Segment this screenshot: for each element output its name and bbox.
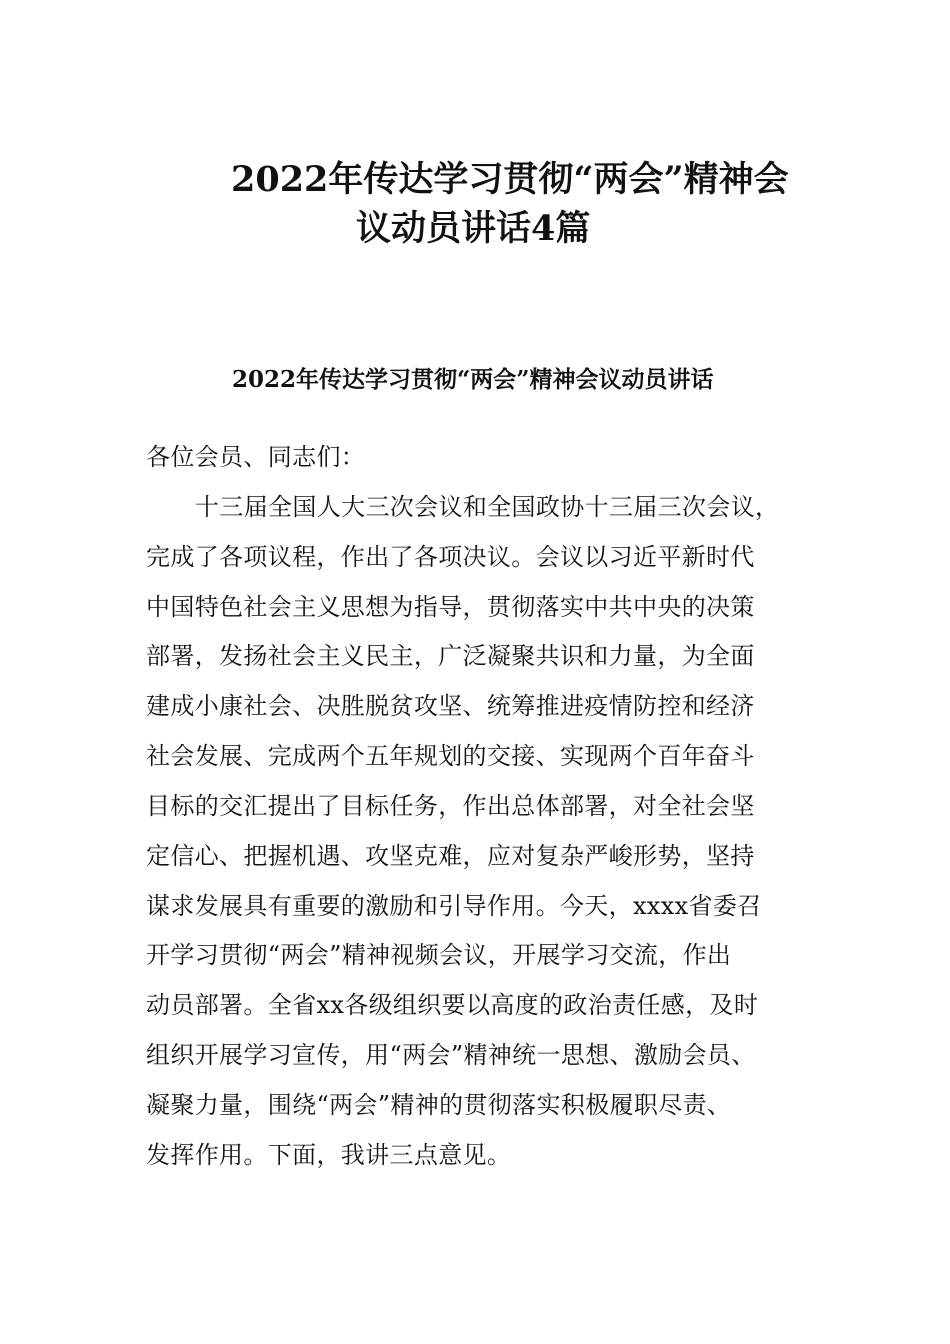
- body-line-8: 定信心、把握机遇、攻坚克难，应对复杂严峻形势，坚持: [146, 842, 755, 870]
- body-line-4: 部署，发扬社会主义民主，广泛凝聚共识和力量，为全面: [146, 642, 755, 670]
- body-line-6: 社会发展、完成两个五年规划的交接、实现两个百年奋斗: [146, 742, 755, 770]
- body-line-11: 动员部署。全省xx各级组织要以高度的政治责任感，及时: [146, 991, 759, 1019]
- document-title-line-2: 议动员讲话4篇: [356, 208, 591, 249]
- body-line-2: 完成了各项议程，作出了各项决议。会议以习近平新时代: [146, 543, 755, 571]
- body-line-10: 开学习贯彻“两会”精神视频会议，开展学习交流，作出: [146, 941, 732, 969]
- body-line-14: 发挥作用。下面，我讲三点意见。: [146, 1141, 512, 1169]
- section-heading: 2022年传达学习贯彻“两会”精神会议动员讲话: [232, 366, 714, 393]
- document-title-line-1: 2022年传达学习贯彻“两会”精神会: [231, 159, 789, 200]
- salutation: 各位会员、同志们：: [146, 443, 366, 471]
- body-line-7: 目标的交汇提出了目标任务，作出总体部署，对全社会坚: [146, 792, 755, 820]
- body-line-5: 建成小康社会、决胜脱贫攻坚、统筹推进疫情防控和经济: [146, 692, 755, 720]
- body-line-13: 凝聚力量，围绕“两会”精神的贯彻落实积极履职尽责、: [146, 1091, 732, 1119]
- body-line-9: 谋求发展具有重要的激励和引导作用。今天，xxxx省委召: [146, 892, 762, 920]
- body-line-1: 十三届全国人大三次会议和全国政协十三届三次会议，: [195, 493, 780, 521]
- body-line-3: 中国特色社会主义思想为指导，贯彻落实中共中央的决策: [146, 593, 755, 621]
- body-line-12: 组织开展学习宣传，用“两会”精神统一思想、激励会员、: [146, 1041, 756, 1069]
